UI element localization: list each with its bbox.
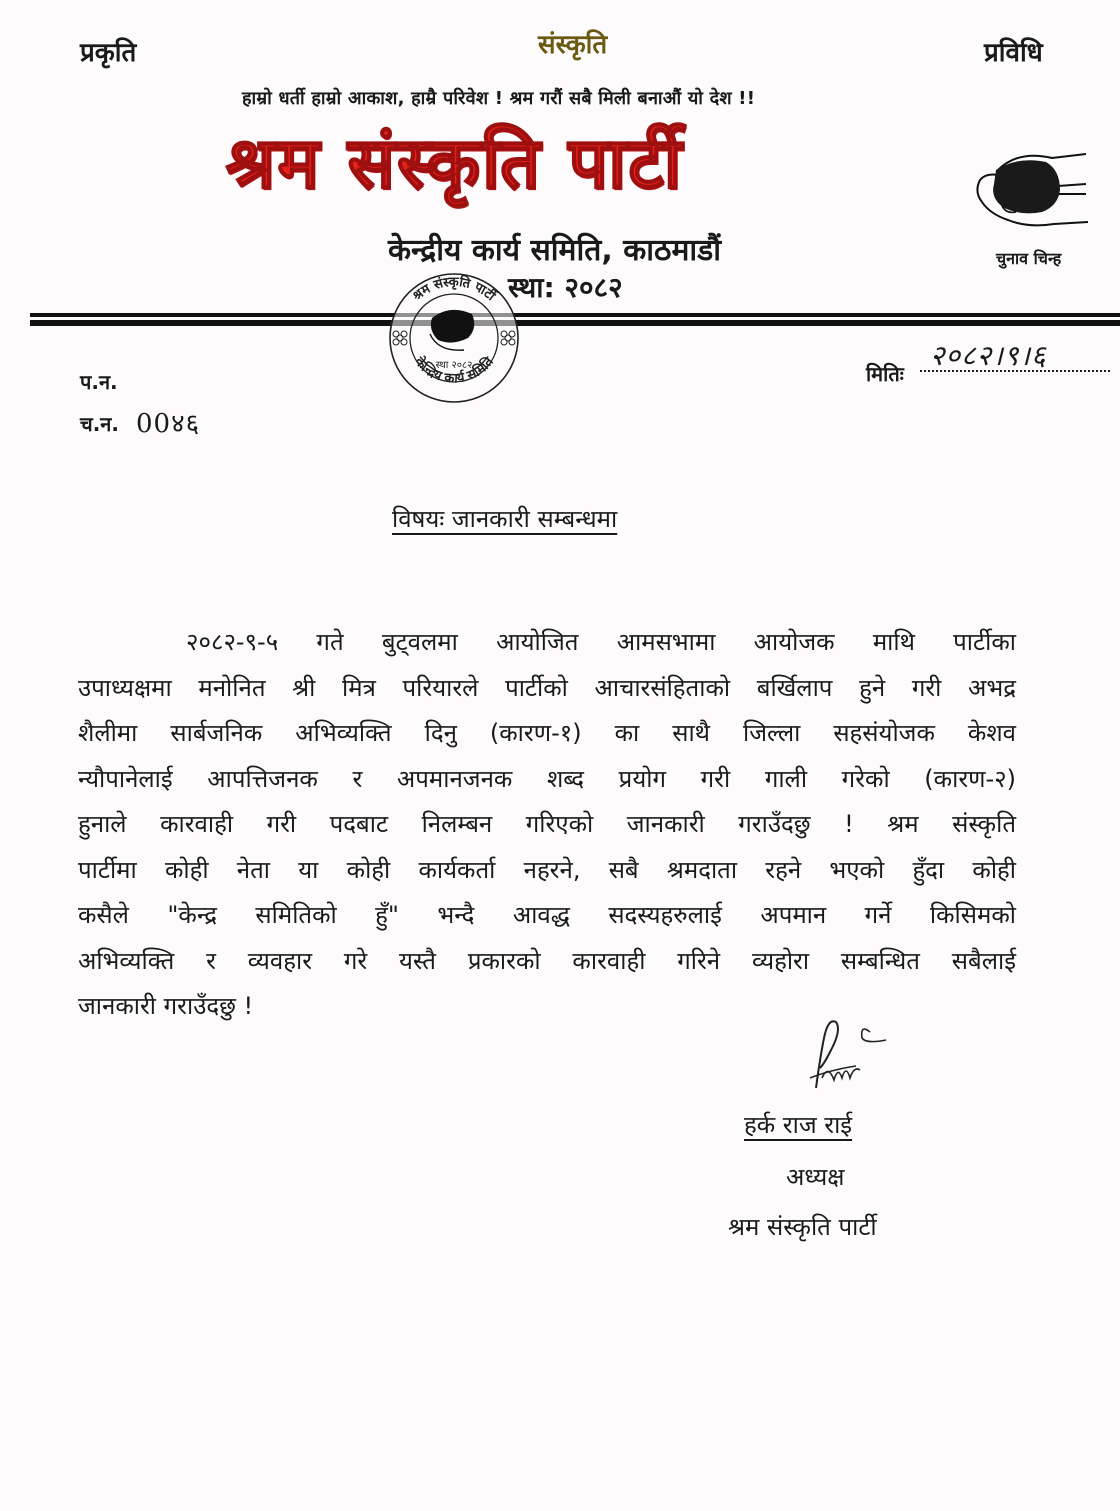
stamp-center-text: स्था २०८२ <box>435 360 473 371</box>
chalani-number-label: च.न. <box>80 412 119 436</box>
body-line: कसैले "केन्द्र समितिको हुँ" भन्दै आवद्ध सदस्यहरुलाई अपमान गर्ने किसिमको <box>78 901 1016 929</box>
party-slogan: हाम्रो धर्ती हाम्रो आकाश, हाम्रै परिवेश ! श्रम गरौं सबै मिली बनाऔं यो देश !! <box>242 88 756 109</box>
letter-body <box>78 620 1016 1030</box>
body-line: हुनाले कारवाही गरी पदबाट निलम्बन गरिएको जानकारी गराउँदछु ! श्रम संस्कृति <box>78 810 1016 838</box>
patra-number-label: प.न. <box>80 370 118 394</box>
signatory-name: हर्क राज राई <box>744 1111 853 1139</box>
motto-prabidhi: प्रविधि <box>984 38 1043 68</box>
body-line: उपाध्यक्षमा मनोनित श्री मित्र परियारले पार्टीको आचारसंहिताको बर्खिलाप हुने गरी अभद्र <box>78 673 1016 702</box>
chalani-number-value: 00४६ <box>136 409 201 439</box>
body-line: अभिव्यक्ति र व्यवहार गरे यस्तै प्रकारको कारवाही गरिने व्यहोरा सम्बन्धित सबैलाई <box>78 946 1016 975</box>
date-dotted-line <box>920 370 1110 372</box>
body-line: न्यौपानेलाई आपत्तिजनक र अपमानजनक शब्द प्रयोग गरी गाली गरेको (कारण-२) <box>78 764 1016 793</box>
signatory-title: अध्यक्ष <box>786 1163 845 1191</box>
cupped-hands-soil-icon <box>968 140 1098 240</box>
body-line: शैलीमा सार्बजनिक अभिव्यक्ति दिनु (कारण-१) का साथै जिल्ला सहसंयोजक केशव <box>78 719 1016 747</box>
header-rule-top <box>30 313 1120 317</box>
committee-name: केन्द्रीय कार्य समिति, काठमाडौं <box>388 233 721 268</box>
header-rule-bottom <box>30 320 1120 326</box>
motto-prakriti: प्रकृति <box>80 38 137 68</box>
body-line: जानकारी गराउँदछु ! <box>78 992 254 1020</box>
established-year: स्था: २०८२ <box>508 271 623 304</box>
stamp-top-text: श्रम संस्कृति पार्टी <box>410 274 498 305</box>
letter-subject: विषयः जानकारी सम्बन्धमा <box>392 505 618 533</box>
signatory-organization: श्रम संस्कृति पार्टी <box>728 1213 877 1241</box>
election-symbol-label: चुनाव चिन्ह <box>996 249 1062 268</box>
party-name-title: श्रम संस्कृति पार्टी <box>226 122 684 204</box>
handwritten-signature <box>790 1008 910 1098</box>
body-line: २०८२-९-५ गते बुट्वलमा आयोजित आमसभामा आयोजक माथि पार्टीका <box>186 628 1016 656</box>
stamp-bottom-text: केन्द्रिय कार्य समिति <box>411 354 497 387</box>
date-value-handwritten: २०८२।९।६ <box>930 339 1047 372</box>
party-stamp <box>380 268 528 404</box>
motto-sanskriti: संस्कृति <box>538 30 608 60</box>
date-label: मितिः <box>866 362 904 386</box>
body-line: पार्टीमा कोही नेता या कोही कार्यकर्ता नहरने, सबै श्रमदाता रहने भएको हुँदा कोही <box>78 855 1016 884</box>
